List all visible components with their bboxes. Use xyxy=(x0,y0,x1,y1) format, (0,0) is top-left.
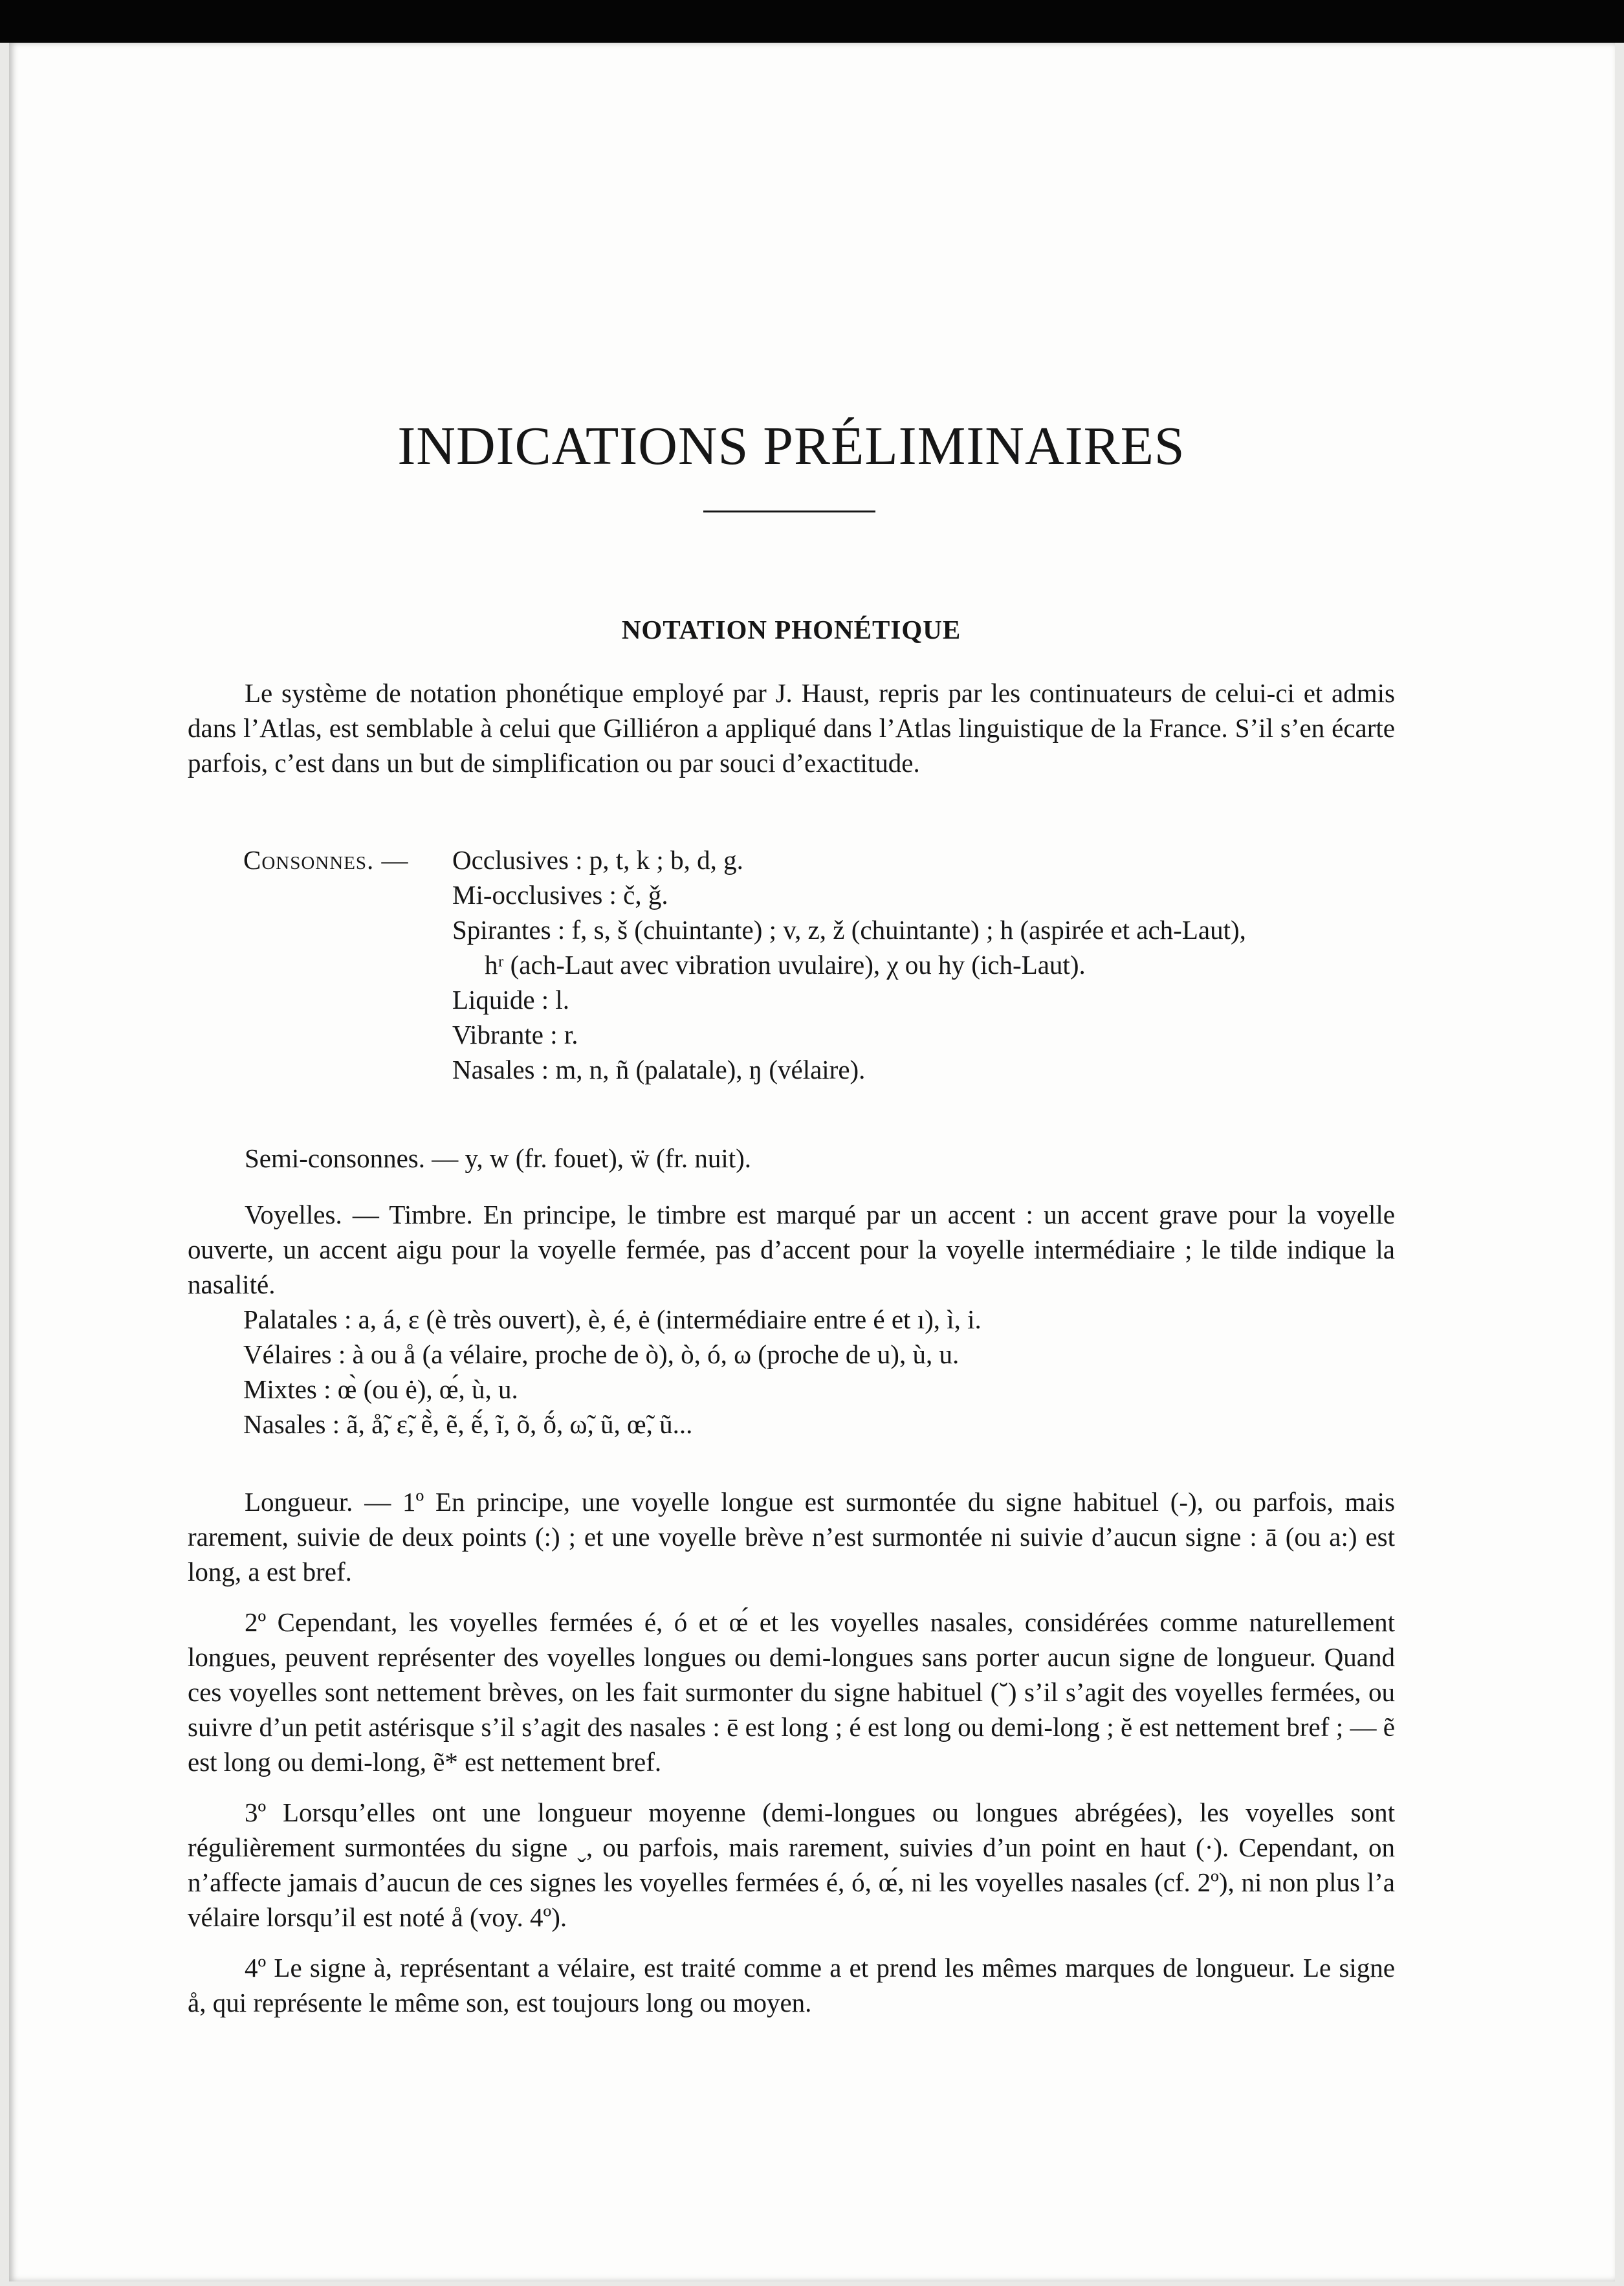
mi-occlusives-line: Mi-occlusives : č, ǧ. xyxy=(452,880,668,910)
title-rule xyxy=(703,511,875,512)
nasales-vowels-line: Nasales : ã, å̃, ɛ̃, ẽ̀, ẽ, ẽ́, ĩ, õ, ṍ, ω̃, ũ, œ̃, ũ... xyxy=(243,1409,693,1439)
semi-consonnes-block xyxy=(188,1141,1395,1176)
nasales-line: Nasales : m, n, ñ (palatale), ŋ (vélaire). xyxy=(452,1055,866,1084)
voyelles-block xyxy=(188,1197,1395,1442)
consonnes-heading: Consonnes. — xyxy=(243,845,409,875)
longueur-paragraph-3: 3º Lorsqu’elles ont une longueur moyenne (demi-longues ou longues abrégées), les voyelles sont régulièrement surmontées du signe ˬ, ou parfois, mais rarement, suivies d’un point en haut (·). Cependant, on n’affecte jamais d’aucun de ces signes les voyelles fermées é, ó, œ́, ni les voyelles nasales (cf. 2º), ni non plus l’a vélaire lorsqu’il est noté å (voy. 4º). xyxy=(188,1797,1395,1932)
vibrante-line: Vibrante : r. xyxy=(452,1020,578,1050)
longueur-paragraph-4: 4º Le signe à, représentant a vélaire, est traité comme a et prend les mêmes marques de longueur. Le signe å, qui représente le même son, est toujours long ou moyen. xyxy=(188,1953,1395,2017)
section-title: NOTATION PHONÉTIQUE xyxy=(621,615,961,644)
vowel-lines xyxy=(188,1302,1395,1442)
timbre-paragraph: Voyelles. — Timbre. En principe, le timbre est marqué par un accent : un accent grave pour la voyelle ouverte, un accent aigu pour la voyelle fermée, pas d’accent pour la voyelle intermédiaire ; le tilde indique la nasalité. xyxy=(188,1200,1395,1299)
palatales-line: Palatales : a, á, ɛ (è très ouvert), è, é, ė (intermédiaire entre é et ı), ì, i. xyxy=(243,1304,982,1334)
intro-paragraph: Le système de notation phonétique employé par J. Haust, repris par les continuateurs de celui-ci et admis dans l’Atlas, est semblable à celui que Gilliéron a appliqué dans l’Atlas linguistique de la France. S’il s’en écarte parfois, c’est dans un but de simplification ou par souci d’exactitude. xyxy=(188,678,1395,778)
scan-border-top xyxy=(0,0,1624,43)
longueur-block xyxy=(188,1484,1395,2020)
longueur-paragraph-1: Longueur. — 1º En principe, une voyelle longue est surmontée du signe habituel (-), ou parfois, mais rarement, suivie de deux points (:) ; et une voyelle brève n’est surmontée ni suivie d’aucun signe : ā (ou a:) est long, a est bref. xyxy=(188,1487,1395,1587)
spirantes-line: Spirantes : f, s, š (chuintante) ; v, z, ž (chuintante) ; h (aspirée et ach-Laut), xyxy=(452,915,1246,945)
book-page xyxy=(9,43,1615,2281)
intro-block xyxy=(188,676,1395,780)
longueur-paragraph-2: 2º Cependant, les voyelles fermées é, ó et œ́ et les voyelles nasales, considérées comme naturellement longues, peuvent représenter des voyelles longues ou demi-longues sans porter aucun signe de longueur. Quand ces voyelles sont nettement brèves, on les fait surmonter du signe habituel (˘) s’il s’agit des voyelles fermées, ou suivre d’un petit astérisque s’il s’agit des nasales : ē est long ; é est long ou demi-long ; ĕ est nettement bref ; — ẽ est long ou demi-long, ẽ* est nettement bref. xyxy=(188,1607,1395,1777)
occlusives-line: Occlusives : p, t, k ; b, d, g. xyxy=(452,845,743,875)
mixtes-line: Mixtes : œ̀ (ou ė), œ́, ù, u. xyxy=(243,1374,518,1404)
semi-consonnes-line: Semi-consonnes. — y, w (fr. fouet), ẅ (fr. nuit). xyxy=(245,1143,752,1173)
consonnes-list xyxy=(452,842,1395,1087)
page-title: INDICATIONS PRÉLIMINAIRES xyxy=(397,416,1185,476)
liquide-line: Liquide : l. xyxy=(452,985,570,1015)
velaires-line: Vélaires : à ou å (a vélaire, proche de ò), ò, ó, ω (proche de u), ù, u. xyxy=(243,1339,960,1369)
consonnes-block xyxy=(188,842,1395,1087)
spirantes-continuation: hʳ (ach-Laut avec vibration uvulaire), χ ou hy (ich-Laut). xyxy=(485,950,1086,980)
consonnes-row xyxy=(188,842,1395,1087)
